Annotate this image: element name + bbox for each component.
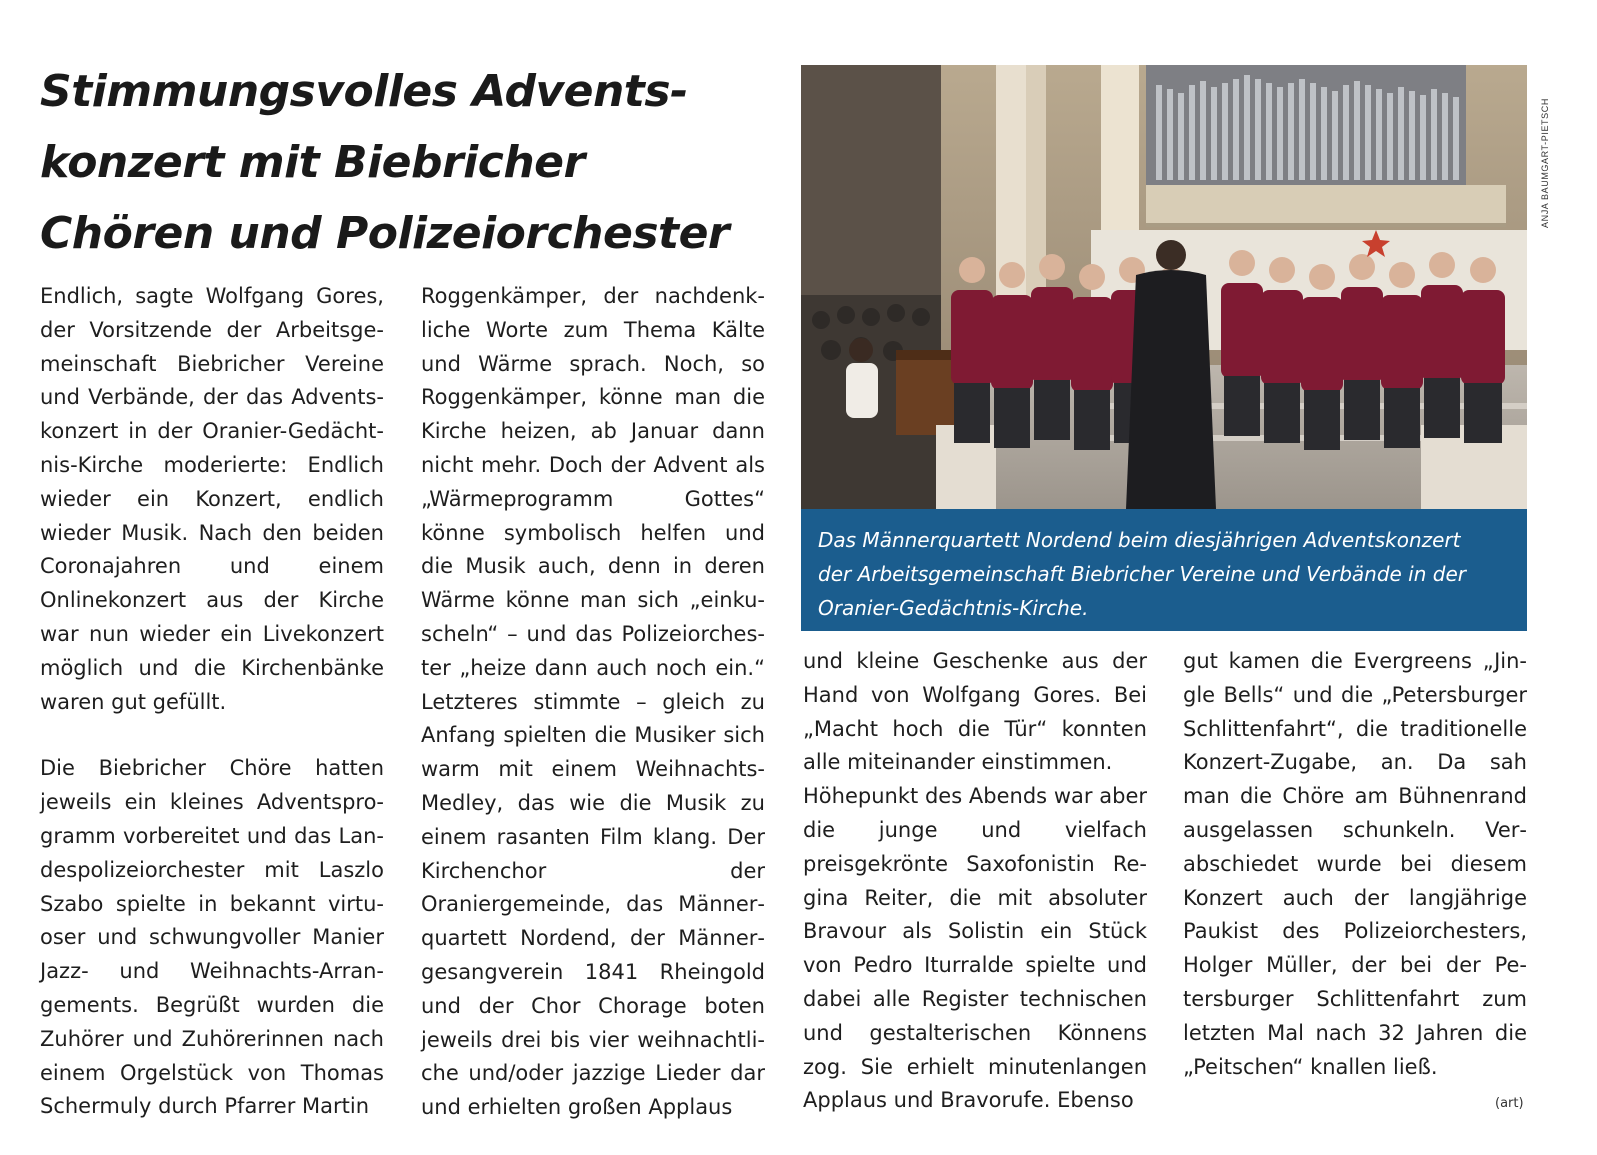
- paragraph: gut kamen die Evergreens „Jingle Bells“ und die „Petersburger Schlittenfahrt“, die traditionelle Konzert-Zugabe, an. Da sah man die Chöre am Bühnenrand ausgelassen schunkeln. Verabschiedet wurde bei diesem Konzert auch der langjährige Paukist des Polizeiorchesters, Holger Müller, der bei der Petersburger Schlittenfahrt zum letzten Mal nach 32 Jahren die „Peitschen“ knallen ließ.: [1183, 649, 1527, 1079]
- paragraph: und kleine Geschenke aus der Hand von Wolfgang Gores. Bei „Macht hoch die Tür“ konnten alle miteinander einstimmen.: [803, 649, 1147, 775]
- photo-caption: [801, 509, 1527, 631]
- headline-line: konzert mit Biebricher: [40, 137, 585, 188]
- caption-line: Das Männerquartett Nordend beim diesjährigen Adventskonzert: [818, 528, 1461, 552]
- author-signature: (art): [1495, 1096, 1524, 1111]
- caption-line: Oranier-Gedächtnis-Kirche.: [818, 596, 1089, 620]
- text-column-2: [421, 280, 765, 1125]
- paragraph: Höhepunkt des Abends war aber die junge und vielfach preisgekrönte Saxofonistin Regina Reiter, die mit absoluter Bravour als Solistin ein Stück von Pedro Iturralde spielte und dabei alle Register technischen und gestalterischen Könnens zog. Sie erhielt minutenlangen Applaus und Bravorufe. Ebenso: [803, 784, 1147, 1113]
- headline-line: Chören und Polizeiorchester: [40, 208, 730, 259]
- text-column-3: [803, 645, 1147, 1118]
- paragraph: Endlich, sagte Wolfgang Gores, der Vorsitzende der Arbeitsgemeinschaft Biebricher Vereine und Verbände, der das Adventskonzert in der Oranier-Gedächtnis-Kirche moderierte: Endlich wieder ein Konzert, endlich wieder Musik. Nach den beiden Coronajahren und einem Onlinekonzert aus der Kirche war nun wieder ein Livekonzert möglich und die Kirchenbänke waren gut gefüllt.: [40, 284, 384, 714]
- paragraph: Roggenkämper, der nachdenkliche Worte zum Thema Kälte und Wärme sprach. Noch, so Roggenkämper, könne man die Kirche heizen, ab Januar dann nicht mehr. Doch der Advent als „Wärmeprogramm Gottes“ könne symbolisch helfen und die Musik auch, denn in deren Wärme könne man sich „einkuscheln“ – und das Polizeiorchester „heize dann auch noch ein.“ Letzteres stimmte – gleich zu Anfang spielten die Musiker sich warm mit einem Weihnachts-Medley, das wie die Musik zu einem rasanten Film klang. Der Kirchenchor der Oraniergemeinde, das Männerquartett Nordend, der Männergesangverein 1841 Rheingold und der Chor Chorage boten jeweils drei bis vier weihnachtliche und/oder jazzige Lieder dar und erhielten großen Applaus: [421, 284, 765, 1120]
- caption-line: der Arbeitsgemeinschaft Biebricher Vereine und Verbände in der: [818, 562, 1466, 586]
- headline-line: Stimmungsvolles Advents-: [40, 66, 688, 117]
- text-column-1: [40, 280, 384, 1124]
- article-headline: [40, 56, 780, 269]
- text-column-4: [1183, 645, 1527, 1084]
- concert-photo: [801, 65, 1527, 509]
- photo-credit: ANJA BAUMGART-PIETSCH: [1540, 98, 1550, 228]
- paragraph: Die Biebricher Chöre hatten jeweils ein kleines Adventsprogramm vorbereitet und das Landespolizeiorchester mit Laszlo Szabo spielte in bekannt virtuoser und schwungvoller Manier Jazz- und Weihnachts-Arrangements. Begrüßt wurden die Zuhörer und Zuhörerinnen nach einem Orgelstück von Thomas Schermuly durch Pfarrer Martin: [40, 756, 384, 1119]
